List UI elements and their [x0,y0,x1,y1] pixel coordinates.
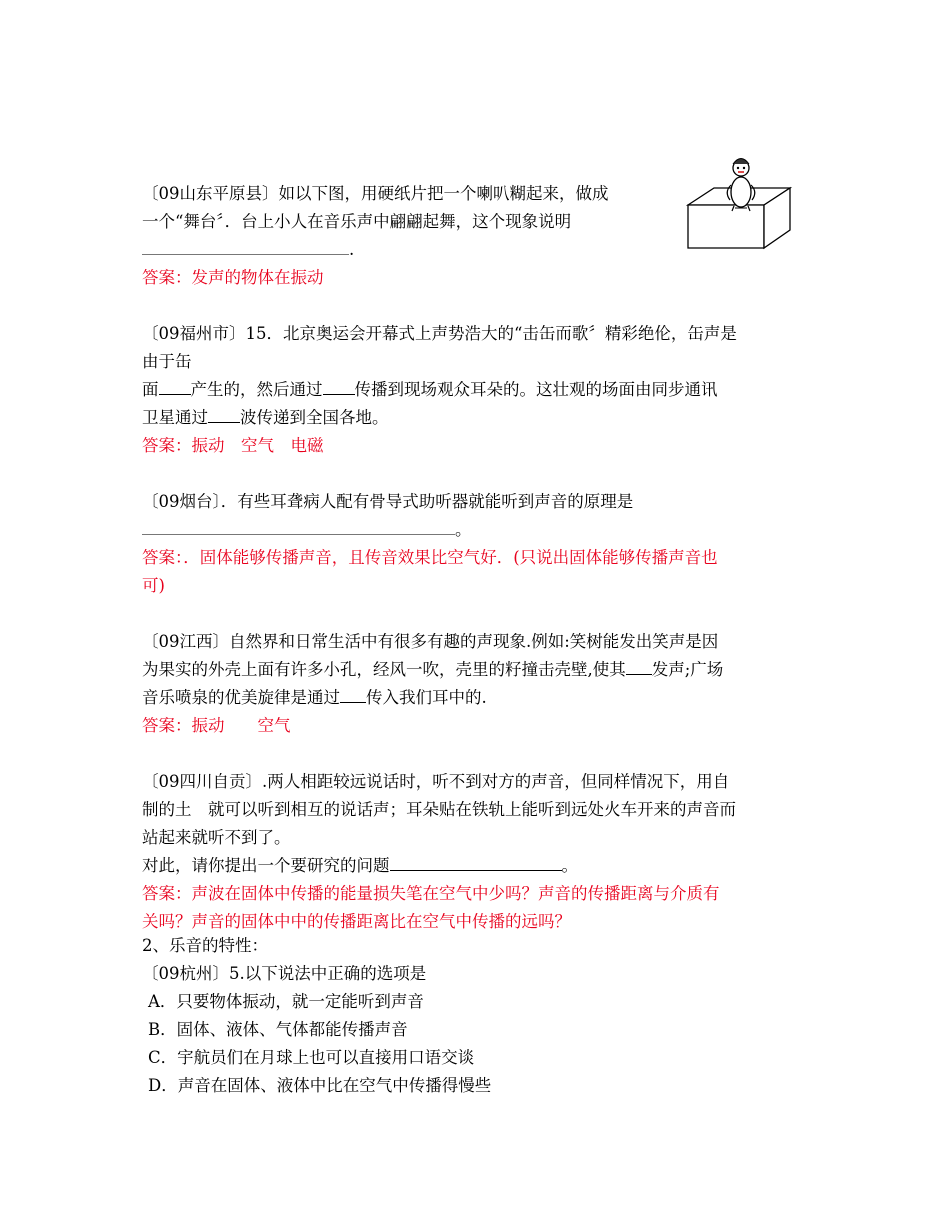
q5-line4 [142,852,578,880]
q2-line4b: 波传递到全国各地。 [240,408,389,427]
answer-blank[interactable] [159,378,191,395]
q1-answer: 答案：发声的物体在振动 [142,268,324,287]
option-a[interactable]: A．只要物体振动，就一定能听到声音 [148,992,424,1011]
q5-answer-line1: 答案：声波在固体中传播的能量损失笔在空气中少吗？声音的传播距离与介质有 [142,884,720,903]
q2-line3a: 面 [142,380,159,399]
q3-line2 [142,516,472,544]
q2-line3b: 产生的，然后通过 [190,380,323,399]
q5-line3: 站起来就听不到了。 [142,828,291,847]
option-c[interactable]: C．宇航员们在月球上也可以直接用口语交谈 [148,1048,475,1067]
q2-answer: 答案：振动 空气 电磁 [142,436,324,455]
q1-line2: 一个“舞台〞．台上小人在音乐声中翩翩起舞，这个现象说明 [142,212,572,231]
q6-line1: 〔09杭州〕5.以下说法中正确的选项是 [142,964,427,983]
q5-line2: 制的土 就可以听到相互的说话声；耳朵贴在铁轨上能听到远处火车开来的声音而 [142,800,736,819]
option-d[interactable]: D．声音在固体、液体中比在空气中传播得慢些 [148,1076,492,1095]
option-b[interactable]: B．固体、液体、气体都能传播声音 [148,1020,408,1039]
q1-line1: 〔09山东平原县〕如以下图，用硬纸片把一个喇叭糊起来，做成 [142,184,609,203]
q2-line3c: 传播到现场观众耳朵的。这壮观的场面由同步通讯 [354,380,718,399]
q2-line4a: 卫星通过 [142,408,208,427]
q5-line1: 〔09四川自贡〕.两人相距较远说话时，听不到对方的声音，但同样情况下，用自 [142,772,730,791]
answer-blank[interactable] [323,378,355,395]
answer-blank[interactable] [142,518,455,535]
q1-line3 [142,236,354,264]
q4-line2 [142,656,723,684]
q4-line2-end: 发声;广场 [651,660,724,679]
q4-line3a: 音乐喷泉的优美旋律是通过 [142,688,340,707]
answer-blank[interactable] [390,854,562,871]
q2-line1: 〔09福州市〕15．北京奥运会开幕式上声势浩大的“击缶而歌〞精彩绝伦，缶声是 [142,324,737,343]
q5-line4-end: 。 [561,856,578,875]
q3-answer-line1: 答案：．固体能够传播声音，且传音效果比空气好．(只说出固体能够传播声音也 [142,548,718,567]
section-title: 2、乐音的特性： [142,936,268,955]
stage-figure-illustration [686,150,796,250]
q5-answer-line2: 关吗？声音的固体中中的传播距离比在空气中传播的远吗？ [142,912,571,931]
q2-line2: 由于缶 [142,352,192,371]
q1-line3-end: . [349,240,355,259]
q3-line2-end: 。 [455,520,472,539]
q4-line3 [142,684,487,712]
answer-blank[interactable] [340,686,366,703]
q5-line4a: 对此，请你提出一个要研究的问题 [142,856,390,875]
q3-line1: 〔09烟台〕．有些耳聋病人配有骨导式助听器就能听到声音的原理是 [142,492,634,511]
q3-answer-line2: 可) [142,576,165,595]
answer-blank[interactable] [142,238,349,255]
answer-blank[interactable] [208,406,240,423]
q2-line4 [142,404,389,432]
answer-blank[interactable] [626,658,652,675]
q4-line3b: 传入我们耳中的. [366,688,487,707]
q4-line1: 〔09江西〕自然界和日常生活中有很多有趣的声现象.例如:笑树能发出笑声是因 [142,632,719,651]
q4-answer: 答案：振动 空气 [142,716,291,735]
q2-line3 [142,376,718,404]
q4-line2-text: 为果实的外壳上面有许多小孔，经风一吹，壳里的籽撞击壳壁,使其 [142,660,626,679]
